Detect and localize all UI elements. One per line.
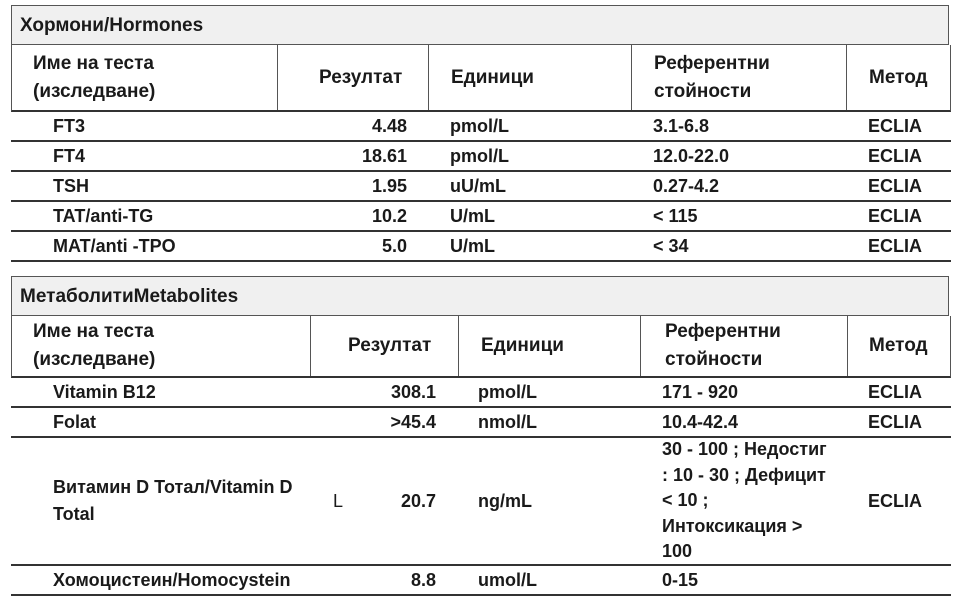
- header-reference: Референтни стойности: [641, 316, 848, 376]
- method: ECLIA: [868, 175, 922, 196]
- result-value: 4.48: [371, 115, 407, 136]
- reference-range: 12.0-22.0: [653, 145, 730, 166]
- reference-range: < 115: [653, 205, 698, 226]
- reference-range: 0-15: [662, 569, 699, 590]
- method: ECLIA: [868, 411, 922, 432]
- units: uU/mL: [450, 175, 506, 196]
- result-value: 20.7: [400, 490, 436, 511]
- method: ECLIA: [868, 235, 922, 256]
- table-row: [11, 232, 951, 262]
- method: ECLIA: [868, 490, 922, 511]
- units: U/mL: [450, 205, 495, 226]
- table-row: [11, 202, 951, 232]
- table-row: [11, 378, 951, 408]
- header-reference: Референтни стойности: [632, 45, 847, 110]
- reference-range: < 34: [653, 235, 689, 256]
- result-value: 308.1: [390, 381, 436, 402]
- table-row: [11, 142, 951, 172]
- method: ECLIA: [868, 381, 922, 402]
- units: nmol/L: [478, 411, 537, 432]
- header-result: Резултат: [278, 45, 429, 110]
- table-row: [11, 566, 951, 596]
- test-name: FT4: [53, 145, 86, 166]
- abnormal-flag: L: [333, 490, 344, 511]
- test-name: TAT/anti-TG: [53, 205, 154, 226]
- method: ECLIA: [868, 205, 922, 226]
- table-row: [11, 112, 951, 142]
- reference-range: 0.27-4.2: [653, 175, 720, 196]
- table-row: [11, 438, 951, 566]
- table-row: [11, 172, 951, 202]
- method: ECLIA: [868, 145, 922, 166]
- metabolites-title: МетаболитиMetabolites: [11, 276, 949, 316]
- units: umol/L: [478, 569, 537, 590]
- units: U/mL: [450, 235, 495, 256]
- reference-range: 30 - 100 ; Недостиг : 10 - 30 ; Дефицит < 10 ; Интоксикация > 100: [662, 439, 827, 562]
- header-test-name: Име на теста (изследване): [12, 316, 311, 376]
- test-name: Vitamin B12: [53, 381, 156, 402]
- reference-range: 10.4-42.4: [662, 411, 739, 432]
- units: ng/mL: [478, 490, 532, 511]
- header-result: Резултат: [311, 316, 459, 376]
- header-units: Единици: [429, 45, 632, 110]
- reference-range: 171 - 920: [662, 381, 739, 402]
- table-row: [11, 408, 951, 438]
- result-value: 8.8: [410, 569, 436, 590]
- method: ECLIA: [868, 115, 922, 136]
- header-method: Метод: [869, 66, 928, 88]
- result-value: 5.0: [381, 235, 407, 256]
- units: pmol/L: [450, 115, 509, 136]
- header-method: Метод: [869, 335, 928, 356]
- units: pmol/L: [450, 145, 509, 166]
- test-name: TSH: [53, 175, 89, 196]
- result-value: 10.2: [371, 205, 407, 226]
- header-units: Единици: [459, 316, 641, 376]
- hormones-title: Хормони/Hormones: [11, 5, 949, 45]
- hormones-header-row: [11, 45, 951, 112]
- test-name: Витамин D Тотал/Vitamin D Total: [53, 477, 293, 524]
- reference-range: 3.1-6.8: [653, 115, 710, 136]
- test-name: Хомоцистеин/Homocystein: [53, 569, 291, 590]
- units: pmol/L: [478, 381, 537, 402]
- result-value: >45.4: [390, 411, 436, 432]
- metabolites-header-row: [11, 316, 951, 378]
- header-test-name: Име на теста (изследване): [12, 45, 278, 110]
- test-name: Folat: [53, 411, 96, 432]
- result-value: 18.61: [361, 145, 407, 166]
- test-name: FT3: [53, 115, 86, 136]
- test-name: MAT/anti -TPO: [53, 235, 176, 256]
- result-value: 1.95: [371, 175, 407, 196]
